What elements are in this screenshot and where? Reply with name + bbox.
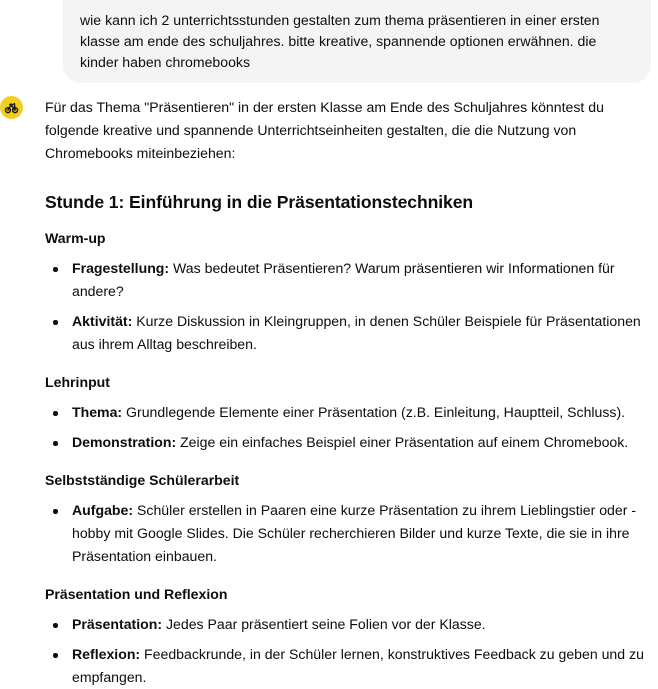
list-item [45,613,650,636]
list-item [45,431,650,454]
section-heading: Selbstständige Schülerarbeit [45,472,240,488]
list-item [45,643,650,689]
item-label: Thema: [72,404,123,420]
item-text: Grundlegende Elemente einer Präsentation (z.B. Einleitung, Hauptteil, Schluss). [122,404,626,420]
item-label: Reflexion: [72,646,141,662]
item-label: Aufgabe: [72,502,134,518]
section-heading: Lehrinput [45,374,110,390]
assistant-avatar [0,96,23,119]
section-heading: Präsentation und Reflexion [45,586,228,602]
item-text: Kurze Diskussion in Kleingruppen, in denen Schüler Beispiele für Präsentationen aus ihrem Alltag beschreiben. [72,313,641,352]
list-item [45,310,650,356]
bullet-list [45,257,650,356]
item-text: Zeige ein einfaches Beispiel einer Präsentation auf einem Chromebook. [176,434,629,450]
list-item [45,401,650,424]
item-label: Aktivität: [72,313,133,329]
user-message-text: wie kann ich 2 unterrichtsstunden gestalten zum thema präsentieren in einer ersten klasse am ende des schuljahres. bitte kreative, spannende optionen erwähnen. die kinder haben chromebooks [80,12,600,70]
item-label: Präsentation: [72,616,163,632]
assistant-logo-icon [4,100,19,115]
lesson-title: Stunde 1: Einführung in die Präsentationstechniken [45,192,474,212]
item-text: Feedbackrunde, in der Schüler lernen, konstruktives Feedback zu geben und zu empfangen. [72,646,644,685]
item-label: Fragestellung: [72,260,170,276]
user-message-bubble [63,0,651,83]
list-item [45,257,650,303]
bullet-list [45,499,650,568]
assistant-message [45,96,650,689]
bullet-list [45,401,650,454]
item-text: Schüler erstellen in Paaren eine kurze Präsentation zu ihrem Lieblingstier oder -hobby mit Google Slides. Die Schüler recherchieren Bilder und kurze Texte, die sie in ihre Präsentation einbauen. [72,502,637,564]
item-text: Was bedeutet Präsentieren? Warum präsentieren wir Informationen für andere? [72,260,615,299]
section-heading: Warm-up [45,230,106,246]
item-label: Demonstration: [72,434,177,450]
list-item [45,499,650,568]
intro-paragraph: Für das Thema "Präsentieren" in der ersten Klasse am Ende des Schuljahres könntest du folgende kreative und spannende Unterrichtseinheiten gestalten, die die Nutzung von Chromebooks miteinbeziehen: [45,99,604,161]
bullet-list [45,613,650,689]
item-text: Jedes Paar präsentiert seine Folien vor der Klasse. [162,616,486,632]
